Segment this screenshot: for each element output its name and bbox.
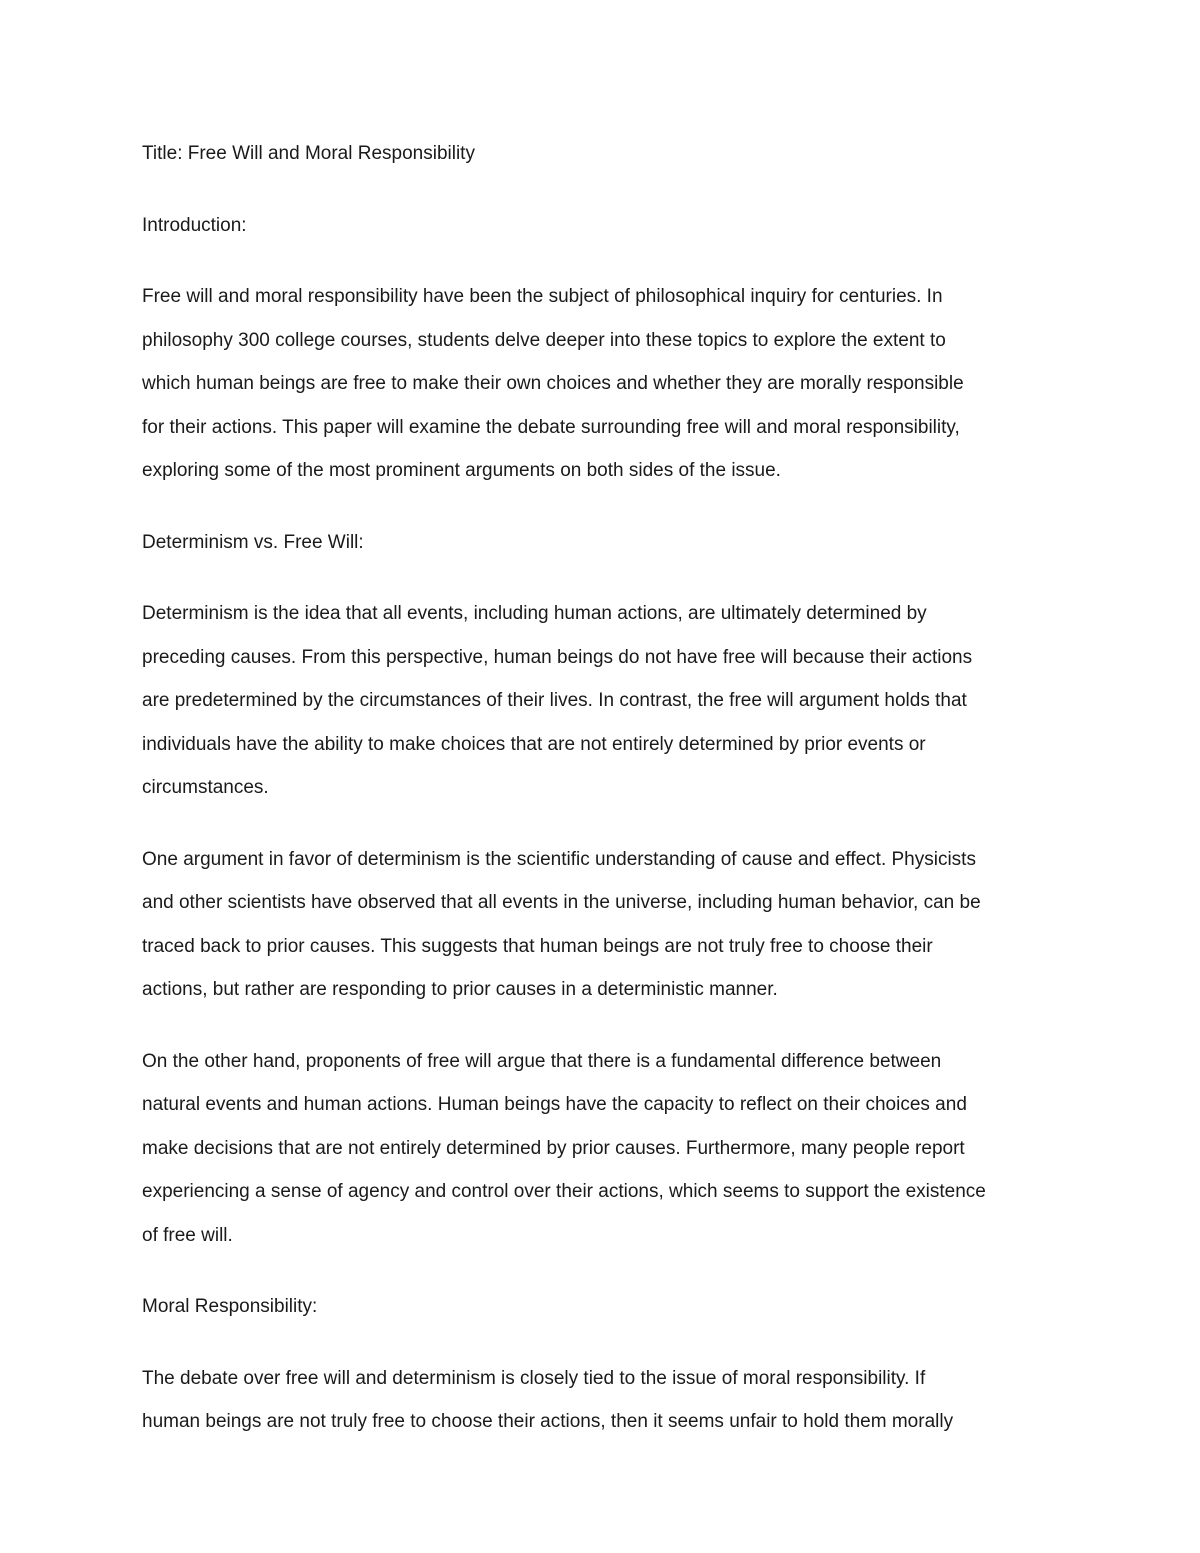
paragraph-line: experiencing a sense of agency and control over their actions, which seems to support the existence [142, 1181, 986, 1202]
paragraph-line: which human beings are free to make their own choices and whether they are morally responsible [142, 373, 964, 394]
paragraph-line: preceding causes. From this perspective, human beings do not have free will because their actions [142, 646, 973, 668]
determinism-heading: Determinism vs. Free Will: [142, 531, 364, 553]
paragraph-line: The debate over free will and determinism is closely tied to the issue of moral responsibility. If [142, 1367, 926, 1389]
document-title: Title: Free Will and Moral Responsibility [142, 143, 475, 164]
introduction-paragraph [142, 283, 1067, 501]
paragraph-line: natural events and human actions. Human beings have the capacity to reflect on their choices and [142, 1094, 967, 1115]
introduction-heading: Introduction: [142, 214, 247, 236]
paragraph-line: make decisions that are not entirely determined by prior causes. Furthermore, many people report [142, 1137, 965, 1159]
moral-paragraph-1 [142, 1365, 1067, 1452]
paragraph-line: actions, but rather are responding to prior causes in a deterministic manner. [142, 979, 778, 1000]
determinism-paragraph-3 [142, 1048, 1067, 1266]
paragraph-line: Determinism is the idea that all events, including human actions, are ultimately determined by [142, 603, 927, 624]
paragraph-line: of free will. [142, 1224, 233, 1246]
paragraph-line: philosophy 300 college courses, students delve deeper into these topics to explore the extent to [142, 329, 946, 351]
paragraph-line: traced back to prior causes. This suggests that human beings are not truly free to choose their [142, 935, 933, 957]
paragraph-line: for their actions. This paper will examine the debate surrounding free will and moral responsibility, [142, 416, 960, 438]
determinism-paragraph-2 [142, 846, 1067, 1020]
determinism-paragraph-1 [142, 600, 1067, 818]
paragraph-line: are predetermined by the circumstances of their lives. In contrast, the free will argument holds that [142, 690, 967, 711]
paragraph-line: individuals have the ability to make choices that are not entirely determined by prior events or [142, 733, 926, 755]
paragraph-line: Free will and moral responsibility have been the subject of philosophical inquiry for centuries. In [142, 286, 943, 307]
paragraph-line: On the other hand, proponents of free will argue that there is a fundamental difference between [142, 1050, 942, 1072]
paragraph-line: and other scientists have observed that all events in the universe, including human behavior, can be [142, 892, 981, 913]
moral-responsibility-heading: Moral Responsibility: [142, 1296, 318, 1317]
paragraph-line: exploring some of the most prominent arguments on both sides of the issue. [142, 460, 781, 481]
document-body [142, 140, 1067, 1452]
paragraph-line: human beings are not truly free to choose their actions, then it seems unfair to hold them morally [142, 1411, 954, 1432]
paragraph-line: circumstances. [142, 777, 269, 798]
paragraph-line: One argument in favor of determinism is the scientific understanding of cause and effect. Physicists [142, 848, 976, 870]
